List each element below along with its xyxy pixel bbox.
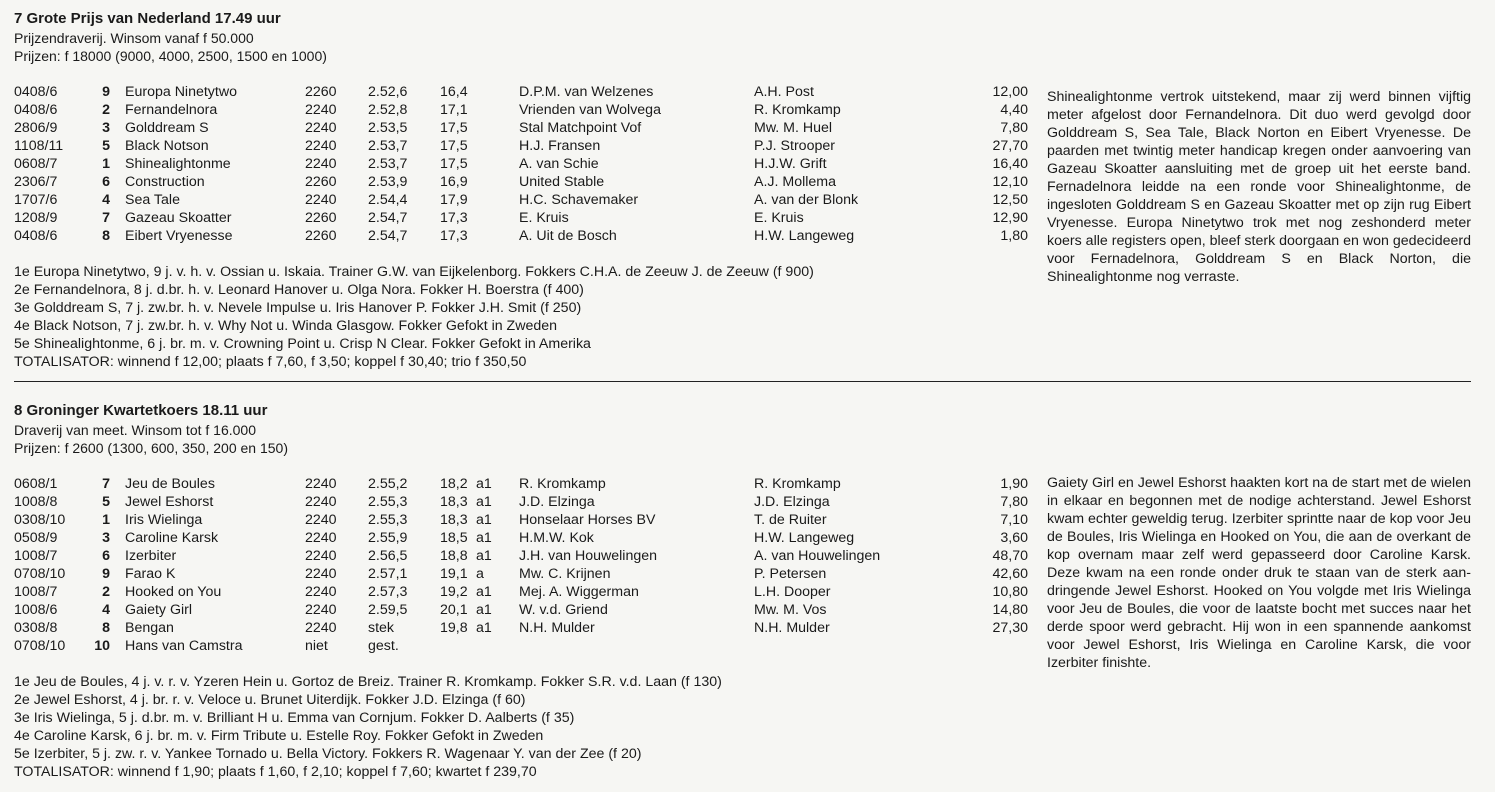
result-name: Jewel Eshorst	[125, 494, 214, 510]
result-dist: 2240	[305, 192, 337, 208]
result-name: Iris Wielinga	[125, 512, 203, 528]
result-odds: 27,30	[992, 620, 1028, 636]
result-owner: N.H. Mulder	[519, 620, 595, 636]
result-odds: 48,70	[992, 548, 1028, 564]
result-code: 0708/10	[14, 638, 66, 654]
result-owner: R. Kromkamp	[519, 476, 606, 492]
result-code: 0408/6	[14, 84, 58, 100]
result-time: 2.55,3	[368, 494, 408, 510]
finish-note: 4e Black Notson, 7 j. zw.br. h. v. Why Not u. Winda Glasgow. Fokker Gefokt in Zweden	[14, 318, 558, 334]
race-commentary: Gaiety Girl en Jewel Eshorst haakten kort na de start met de wielen in elkaar en begonnen met de nodige achterstand. Jewel Eshorst kwam echter geweldig terug. Izerbiter sprintte naar de kop voor Jeu de Boules, Iris Wielinga en Hooked on You, die aan de overkant de kop overnam maar zelf werd gepasseerd door Caroline Karsk. Deze kwam na een ronde onder druk te staan van de sterk aandringende Jewel Eshorst. Hooked on You volgde met Iris Wielinga voor Jeu de Boules, die voor de laatste bocht met succes naar het derde spoor werd gebracht. Hij won in een spannende aankomst voor Jewel Eshorst, Iris Wielinga en Caroline Karsk, die voor Izerbiter finishte.	[1047, 475, 1471, 671]
result-odds: 3,60	[1000, 530, 1028, 546]
result-owner: United Stable	[519, 174, 605, 190]
result-name: Fernandelnora	[125, 102, 218, 118]
result-driver: R. Kromkamp	[754, 476, 841, 492]
result-dist: 2240	[305, 102, 337, 118]
result-driver: E. Kruis	[754, 210, 804, 226]
result-num: 4	[102, 602, 110, 618]
result-name: Farao K	[125, 566, 176, 582]
result-time: 2.53,5	[368, 120, 408, 136]
finish-note: 4e Caroline Karsk, 6 j. br. m. v. Firm Tribute u. Estelle Roy. Fokker Gefokt in Zweden	[14, 728, 544, 744]
result-name: Eibert Vryenesse	[125, 228, 233, 244]
finish-note: 1e Jeu de Boules, 4 j. v. r. v. Yzeren Hein u. Gortoz de Breiz. Trainer R. Kromkamp. Fokker S.R. v.d. Laan (f 130)	[14, 674, 722, 690]
result-name: Hooked on You	[125, 584, 222, 600]
result-code: 1008/6	[14, 602, 58, 618]
result-name: Shinealightonme	[125, 156, 231, 172]
result-owner: Mw. C. Krijnen	[519, 566, 611, 582]
result-row	[14, 530, 1028, 548]
result-odds: 12,50	[992, 192, 1028, 208]
result-suffix: a1	[476, 512, 492, 528]
result-row	[14, 602, 1028, 620]
result-row	[14, 494, 1028, 512]
result-dist: 2240	[305, 120, 337, 136]
result-num: 10	[94, 638, 110, 654]
result-owner: A. van Schie	[519, 156, 599, 172]
result-driver: Mw. M. Vos	[754, 602, 827, 618]
result-speed: 18,5	[440, 530, 468, 546]
result-time: 2.52,6	[368, 84, 408, 100]
result-code: 0308/8	[14, 620, 58, 636]
result-dist: 2240	[305, 620, 337, 636]
result-name: Gazeau Skoatter	[125, 210, 232, 226]
result-row	[14, 476, 1028, 494]
result-num: 8	[102, 228, 110, 244]
result-row	[14, 120, 1028, 138]
result-time: 2.54,7	[368, 210, 408, 226]
finish-note: 5e Izerbiter, 5 j. zw. r. v. Yankee Tornado u. Bella Victory. Fokkers R. Wagenaar Y. van der Zee (f 20)	[14, 746, 642, 762]
result-code: 0608/1	[14, 476, 58, 492]
result-dist: 2240	[305, 584, 337, 600]
result-time: 2.56,5	[368, 548, 408, 564]
result-time: stek	[368, 620, 395, 636]
result-time: 2.55,3	[368, 512, 408, 528]
result-time: 2.59,5	[368, 602, 408, 618]
race-title: 8 Groninger Kwartetkoers 18.11 uur	[14, 402, 268, 419]
result-driver: A.H. Post	[754, 84, 814, 100]
result-speed: 18,2	[440, 476, 468, 492]
result-odds: 16,40	[992, 156, 1028, 172]
result-num: 2	[102, 102, 110, 118]
result-num: 5	[102, 494, 110, 510]
result-row	[14, 512, 1028, 530]
finish-note: 1e Europa Ninetytwo, 9 j. v. h. v. Ossian u. Iskaia. Trainer G.W. van Eijkelenborg. Fokkers C.H.A. de Zeeuw J. de Zeeuw (f 900)	[14, 264, 814, 280]
result-driver: P. Petersen	[754, 566, 827, 582]
result-time: 2.55,9	[368, 530, 408, 546]
result-speed: 17,5	[440, 156, 468, 172]
section-divider	[14, 381, 1471, 382]
result-num: 1	[102, 512, 110, 528]
result-owner: Vrienden van Wolvega	[519, 102, 661, 118]
finish-note: 5e Shinealightonme, 6 j. br. m. v. Crowning Point u. Crisp N Clear. Fokker Gefokt in Amerika	[14, 336, 591, 352]
result-odds: 7,80	[1000, 494, 1028, 510]
result-name: Bengan	[125, 620, 174, 636]
result-odds: 7,10	[1000, 512, 1028, 528]
result-dist: 2240	[305, 138, 337, 154]
result-num: 6	[102, 548, 110, 564]
race-title: 7 Grote Prijs van Nederland 17.49 uur	[14, 10, 281, 27]
result-dist: 2240	[305, 512, 337, 528]
result-row	[14, 102, 1028, 120]
finish-note: 3e Golddream S, 7 j. zw.br. h. v. Nevele Impulse u. Iris Hanover P. Fokker J.H. Smit (f 250)	[14, 300, 582, 316]
result-num: 6	[102, 174, 110, 190]
result-time: 2.53,9	[368, 174, 408, 190]
result-suffix: a1	[476, 494, 492, 510]
result-driver: Mw. M. Huel	[754, 120, 833, 136]
results-table	[14, 476, 1028, 656]
result-dist: niet	[305, 638, 328, 654]
result-time: 2.53,7	[368, 138, 408, 154]
result-num: 1	[102, 156, 110, 172]
race-subtitle: Prijzendraverij. Winsom vanaf f 50.000	[14, 30, 254, 46]
result-suffix: a1	[476, 602, 492, 618]
result-speed: 19,2	[440, 584, 468, 600]
finish-note: 2e Fernandelnora, 8 j. d.br. h. v. Leonard Hanover u. Olga Nora. Fokker H. Boerstra (f 400)	[14, 282, 584, 298]
result-row	[14, 228, 1028, 246]
result-speed: 17,5	[440, 120, 468, 136]
result-time: 2.55,2	[368, 476, 408, 492]
result-owner: J.D. Elzinga	[519, 494, 595, 510]
result-row	[14, 548, 1028, 566]
result-time: 2.54,4	[368, 192, 408, 208]
result-odds: 10,80	[992, 584, 1028, 600]
result-driver: A.J. Mollema	[754, 174, 836, 190]
result-code: 0508/9	[14, 530, 58, 546]
result-dist: 2240	[305, 602, 337, 618]
result-odds: 12,10	[992, 174, 1028, 190]
result-driver: A. van Houwelingen	[754, 548, 881, 564]
result-odds: 1,80	[1000, 228, 1028, 244]
result-code: 0608/7	[14, 156, 58, 172]
result-odds: 1,90	[1000, 476, 1028, 492]
result-num: 7	[102, 476, 110, 492]
race-prizes: Prijzen: f 2600 (1300, 600, 350, 200 en 150)	[14, 440, 288, 456]
result-row	[14, 156, 1028, 174]
finish-notes	[14, 674, 722, 782]
result-odds: 7,80	[1000, 120, 1028, 136]
result-speed: 18,8	[440, 548, 468, 564]
result-name: Jeu de Boules	[125, 476, 215, 492]
result-code: 1008/8	[14, 494, 58, 510]
result-speed: 19,8	[440, 620, 468, 636]
result-suffix: a1	[476, 530, 492, 546]
result-code: 0408/6	[14, 102, 58, 118]
result-owner: D.P.M. van Welzenes	[519, 84, 654, 100]
result-name: Black Notson	[125, 138, 209, 154]
result-row	[14, 138, 1028, 156]
result-time: 2.57,1	[368, 566, 408, 582]
result-suffix: a	[476, 566, 484, 582]
result-row	[14, 584, 1028, 602]
result-code: 0708/10	[14, 566, 66, 582]
result-row	[14, 638, 1024, 656]
result-num: 9	[102, 84, 110, 100]
result-time: 2.53,7	[368, 156, 408, 172]
result-speed: 17,3	[440, 210, 468, 226]
result-suffix: a1	[476, 620, 492, 636]
result-speed: 20,1	[440, 602, 468, 618]
result-dist: 2240	[305, 530, 337, 546]
result-dist: 2260	[305, 210, 337, 226]
result-speed: 18,3	[440, 494, 468, 510]
result-code: 1108/11	[14, 138, 64, 154]
result-driver: H.J.W. Grift	[754, 156, 827, 172]
result-code: 2306/7	[14, 174, 58, 190]
result-row	[14, 566, 1028, 584]
result-odds: 12,00	[992, 84, 1028, 100]
result-code: 1707/6	[14, 192, 58, 208]
result-driver: J.D. Elzinga	[754, 494, 830, 510]
result-driver: T. de Ruiter	[754, 512, 827, 528]
result-code: 1008/7	[14, 584, 58, 600]
result-num: 5	[102, 138, 110, 154]
result-owner: A. Uit de Bosch	[519, 228, 617, 244]
results-table	[14, 84, 1028, 246]
result-driver: H.W. Langeweg	[754, 228, 855, 244]
result-time: 2.54,7	[368, 228, 408, 244]
race-prizes: Prijzen: f 18000 (9000, 4000, 2500, 1500 en 1000)	[14, 48, 327, 64]
result-name: Caroline Karsk	[125, 530, 219, 546]
result-num: 2	[102, 584, 110, 600]
result-dist: 2240	[305, 566, 337, 582]
result-num: 3	[102, 530, 110, 546]
result-driver: N.H. Mulder	[754, 620, 830, 636]
result-code: 1208/9	[14, 210, 58, 226]
finish-notes	[14, 264, 814, 372]
result-owner: W. v.d. Griend	[519, 602, 608, 618]
result-dist: 2240	[305, 548, 337, 564]
result-num: 3	[102, 120, 110, 136]
result-owner: H.J. Fransen	[519, 138, 601, 154]
result-suffix: a1	[476, 548, 492, 564]
result-driver: P.J. Strooper	[754, 138, 835, 154]
result-driver: L.H. Dooper	[754, 584, 831, 600]
finish-note: 3e Iris Wielinga, 5 j. d.br. m. v. Brilliant H u. Emma van Cornjum. Fokker D. Aalberts (f 35)	[14, 710, 575, 726]
result-speed: 18,3	[440, 512, 468, 528]
result-code: 0408/6	[14, 228, 58, 244]
finish-note: TOTALISATOR: winnend f 1,90; plaats f 1,60, f 2,10; koppel f 7,60; kwartet f 239,70	[14, 764, 537, 780]
result-owner: Stal Matchpoint Vof	[519, 120, 642, 136]
result-code: 0308/10	[14, 512, 66, 528]
result-dist: 2260	[305, 84, 337, 100]
result-name: Construction	[125, 174, 205, 190]
result-odds: 27,70	[992, 138, 1028, 154]
result-num: 4	[102, 192, 110, 208]
result-dist: 2260	[305, 228, 337, 244]
result-driver: R. Kromkamp	[754, 102, 841, 118]
result-owner: Mej. A. Wiggerman	[519, 584, 639, 600]
result-dist: 2240	[305, 476, 337, 492]
result-speed: 16,9	[440, 174, 468, 190]
finish-note: 2e Jewel Eshorst, 4 j. br. r. v. Veloce u. Brunet Uiterdijk. Fokker J.D. Elzinga (f 60)	[14, 692, 526, 708]
result-suffix: a1	[476, 476, 492, 492]
result-num: 7	[102, 210, 110, 226]
result-row	[14, 174, 1028, 192]
result-dist: 2240	[305, 494, 337, 510]
result-speed: 19,1	[440, 566, 468, 582]
result-owner: J.H. van Houwelingen	[519, 548, 658, 564]
result-speed: 17,5	[440, 138, 468, 154]
race-commentary: Shinealightonme vertrok uitstekend, maar zij werd binnen vijftig meter afgelost door Fernandelnora. Dit duo werd gevolgd door Golddream S, Sea Tale, Black Norton en Eibert Vryenesse. De paarden met twintig meter handicap kregen onder aanvoering van Gazeau Skoatter aansluiting met de groep uit het eerste band. Fernadelnora leidde na een ronde voor Shinealightonme, de ingesloten Golddream S en Gazeau Skoatter met op zijn rug Eibert Vryenesse. Europa Ninetytwo trok met nog zeshonderd meter koers alle registers open, bleef sterk doorgaan en won gedecideerd voor Fernadelnora, Golddream S en Black Norton, die Shinealightonme nog verraste.	[1047, 89, 1471, 285]
result-num: 9	[102, 566, 110, 582]
result-time: 2.57,3	[368, 584, 408, 600]
result-odds: 4,40	[1000, 102, 1028, 118]
result-speed: 17,1	[440, 102, 468, 118]
result-owner: Honselaar Horses BV	[519, 512, 656, 528]
result-name: Izerbiter	[125, 548, 177, 564]
result-name: Gaiety Girl	[125, 602, 193, 618]
result-name: Hans van Camstra	[125, 638, 243, 654]
result-suffix: a1	[476, 584, 492, 600]
result-odds: 12,90	[992, 210, 1028, 226]
result-row	[14, 620, 1028, 638]
result-owner: H.M.W. Kok	[519, 530, 594, 546]
result-time: 2.52,8	[368, 102, 408, 118]
result-name: Europa Ninetytwo	[125, 84, 237, 100]
result-speed: 17,3	[440, 228, 468, 244]
finish-note: TOTALISATOR: winnend f 12,00; plaats f 7,60, f 3,50; koppel f 30,40; trio f 350,50	[14, 354, 527, 370]
result-driver: H.W. Langeweg	[754, 530, 855, 546]
result-owner: E. Kruis	[519, 210, 569, 226]
result-code: 2806/9	[14, 120, 58, 136]
result-driver: A. van der Blonk	[754, 192, 859, 208]
result-num: 8	[102, 620, 110, 636]
result-code: 1008/7	[14, 548, 58, 564]
result-speed: 16,4	[440, 84, 468, 100]
result-dist: 2260	[305, 174, 337, 190]
result-odds: 42,60	[992, 566, 1028, 582]
result-speed: 17,9	[440, 192, 468, 208]
result-row	[14, 84, 1028, 102]
result-row	[14, 192, 1028, 210]
result-owner: H.C. Schavemaker	[519, 192, 639, 208]
result-odds: 14,80	[992, 602, 1028, 618]
race-subtitle: Draverij van meet. Winsom tot f 16.000	[14, 422, 256, 438]
result-name: Sea Tale	[125, 192, 180, 208]
result-time: gest.	[368, 638, 399, 654]
result-row	[14, 210, 1028, 228]
result-name: Golddream S	[125, 120, 209, 136]
result-dist: 2240	[305, 156, 337, 172]
